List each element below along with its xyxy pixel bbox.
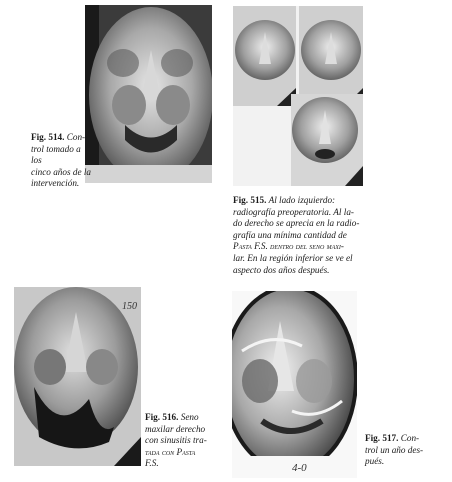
caption-fig-515-line-2: radiografía preoperatoria. Al la- bbox=[233, 206, 354, 217]
caption-fig-517 bbox=[365, 433, 445, 468]
caption-fig-514-line-1: Con- bbox=[66, 132, 86, 142]
caption-fig-515-line-7: aspecto dos años después. bbox=[233, 264, 330, 275]
caption-fig-517-label: Fig. 517. bbox=[365, 433, 399, 443]
caption-fig-515 bbox=[233, 195, 373, 276]
caption-fig-515-line-1: Al lado izquierdo: bbox=[268, 195, 336, 205]
fig-517-marker: 4-0 bbox=[292, 462, 307, 474]
radiograph-fig-515 bbox=[233, 6, 363, 186]
caption-fig-516-label: Fig. 516. bbox=[145, 412, 179, 422]
caption-fig-516-line-3: con sinusitis tra- bbox=[145, 435, 207, 446]
fig-516-marker: 150 bbox=[122, 301, 137, 312]
caption-fig-515-line-4: grafía una mínima cantidad de bbox=[233, 229, 347, 240]
caption-fig-516-line-5: F.S. bbox=[145, 458, 159, 469]
caption-fig-516-line-2: maxilar derecho bbox=[145, 423, 206, 434]
caption-fig-514 bbox=[31, 132, 91, 190]
caption-fig-515-line-3: do derecho se aprecia en la radio- bbox=[233, 218, 360, 229]
caption-fig-514-line-2: trol tomado a los bbox=[31, 143, 81, 166]
caption-fig-516 bbox=[145, 412, 220, 470]
caption-fig-517-line-2: trol un año des- bbox=[365, 444, 424, 455]
caption-fig-514-label: Fig. 514. bbox=[31, 132, 65, 142]
caption-fig-515-line-5: Pasta F.S. dentro del seno maxi- bbox=[233, 241, 344, 252]
radiograph-fig-517 bbox=[232, 291, 357, 478]
radiograph-fig-514 bbox=[85, 5, 212, 183]
caption-fig-514-line-4: intervención. bbox=[31, 178, 80, 189]
radiograph-fig-516 bbox=[14, 287, 141, 466]
caption-fig-514-line-3: cinco años de la bbox=[31, 166, 91, 177]
caption-fig-515-line-6: lar. En la región inferior se ve el bbox=[233, 252, 353, 263]
caption-fig-516-line-1: Seno bbox=[180, 412, 199, 422]
caption-fig-517-line-1: Con- bbox=[400, 433, 420, 443]
caption-fig-515-label: Fig. 515. bbox=[233, 195, 267, 205]
caption-fig-516-line-4: tada con Pasta bbox=[145, 446, 196, 457]
caption-fig-517-line-3: pués. bbox=[365, 456, 385, 467]
